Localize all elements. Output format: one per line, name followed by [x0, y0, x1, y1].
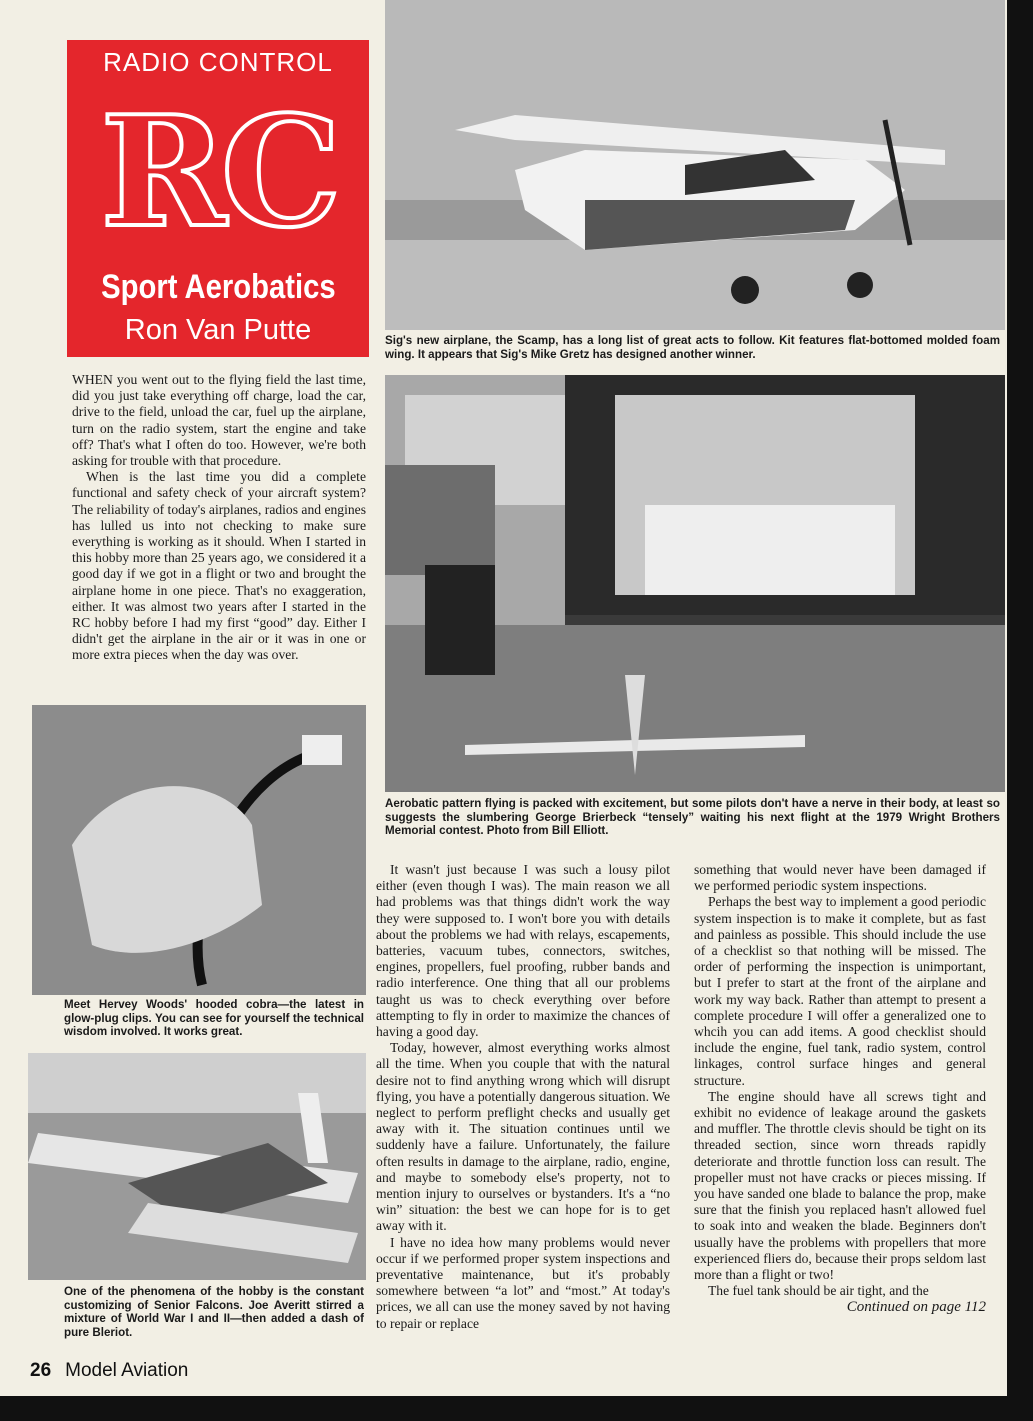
- column-title: Sport Aerobatics: [100, 268, 336, 306]
- column-title-wrap: [67, 266, 369, 308]
- author-byline: Ron Van Putte: [124, 314, 312, 346]
- continued-note: Continued on page 112: [846, 1299, 986, 1316]
- photo-glow-plug-clip: [32, 705, 366, 995]
- paragraph: something that would never have been damaged if we performed periodic system inspections.: [694, 862, 986, 894]
- rc-logo: RC: [100, 82, 336, 261]
- photo-scamp-airplane: [385, 0, 1005, 330]
- photo-caption-scamp: Sig's new airplane, the Scamp, has a long list of great acts to follow. Kit features flat-bottomed molded foam wing. It appears that Sig's Mike Gretz has designed another winner.: [385, 334, 1000, 361]
- department-kicker: RADIO CONTROL: [103, 47, 333, 77]
- article-column-2: [376, 862, 670, 1332]
- paragraph: I have no idea how many problems would never occur if we performed proper system inspections and preventative maintenance, but it's probably somewhere between “a lot” and “most.” At today's prices, we all can use the money saved by not having to repair or replace: [376, 1234, 670, 1331]
- photo-senior-falcon: [28, 1053, 366, 1280]
- paragraph: WHEN you went out to the flying field the last time, did you just take everything off charge, load the car, drive to the field, unload the car, fuel up the airplane, turn on the radio system, start the engine and take off? That's what I often do too. However, we're both asking for trouble with that procedure.: [72, 372, 366, 469]
- paragraph: It wasn't just because I was such a lousy pilot either (even though I was). The main reason we all had problems was that things didn't work the way they were supposed to. I won't bore you with details about the problems we had with relays, escapements, batteries, vacuum tubes, connectors, switches, engines, propellers, fuel proofing, rubber bands and radio interference. One thing that all our problems taught us was to check everything over before attempting to fly in order to maximize the chances of having a good day.: [376, 862, 670, 1040]
- article-column-3: [694, 862, 986, 1316]
- paragraph: Perhaps the best way to implement a good periodic system inspection is to make it complete, but as fast and painless as possible. This should include the use of a checklist so that nothing will be missed. The order of performing the inspection is unimportant, but I prefer to start at the front of the airplane and work my way back. Rather than attempt to present a complete procedure I will offer a generalized one to whcih you can add items. A good checklist should include the engine, fuel tank, radio system, control linkages, control surface hinges and general structure.: [694, 894, 986, 1088]
- paragraph: Today, however, almost everything works almost all the time. When you couple that with the natural desire not to find anything wrong which will disrupt flying, you have a potentially dangerous situation. We neglect to perform preflight checks and usually get away with it. The situation continues until we suddenly have a failure. Unfortunately, the failure often results in damage to the airplane, radio, engine, and maybe to somebody else's property, not to mention injury to ourselves or bystanders. It's a “no win” situation: the best we can hope for is to get away with it.: [376, 1040, 670, 1234]
- paragraph: The engine should have all screws tight and exhibit no evidence of leakage around the gaskets and muffler. The throttle clevis should be tight on its threaded section, since worn threads rapidly deteriorate and throttle function loss can result. The propeller must not have cracks or pieces missing. If you have sanded one blade to balance the prop, make sure that the finish you replaced hasn't allowed fuel to soak into and weaken the blade. Beginners don't usually have the problems with propellers that more experienced fliers do, because their props seldom last more than a flight or two!: [694, 1088, 986, 1283]
- photo-van-sleeping-pilot: [385, 375, 1005, 792]
- photo-caption-van: Aerobatic pattern flying is packed with excitement, but some pilots don't have a nerve in their body, at least so suggests the slumbering George Brierbeck “tensely” waiting his next flight at the 1979 Wright Brothers Memorial contest. Photo from Bill Elliott.: [385, 797, 1000, 838]
- article-column-1: [72, 372, 366, 664]
- magazine-name: Model Aviation: [65, 1360, 189, 1381]
- paragraph: When is the last time you did a complete functional and safety check of your aircraft system? The reliability of today's airplanes, radios and engines has lulled us into not checking to make sure everything is working as it should. When I started in this hobby more than 25 years ago, we considered it a good day if we got in a flight or two and brought the airplane home in one piece. That's no exaggeration, either. It was almost two years after I started in the RC hobby before I had my first “good” day. Either I didn't get the airplane in the air or it was in one or more extra pieces when the day was over.: [72, 469, 366, 663]
- paragraph: The fuel tank should be air tight, and the: [708, 1283, 929, 1299]
- page-number: 26: [30, 1360, 52, 1381]
- page-footer: [30, 1360, 188, 1382]
- photo-caption-cobra: Meet Hervey Woods' hooded cobra—the latest in glow-plug clips. You can see for yourself the technical wisdom involved. It works great.: [64, 998, 364, 1039]
- photo-caption-falcon: One of the phenomena of the hobby is the constant customizing of Senior Falcons. Joe Averitt stirred a mixture of World War I and II—then added a dash of pure Bleriot.: [64, 1285, 364, 1339]
- department-header: [67, 40, 369, 357]
